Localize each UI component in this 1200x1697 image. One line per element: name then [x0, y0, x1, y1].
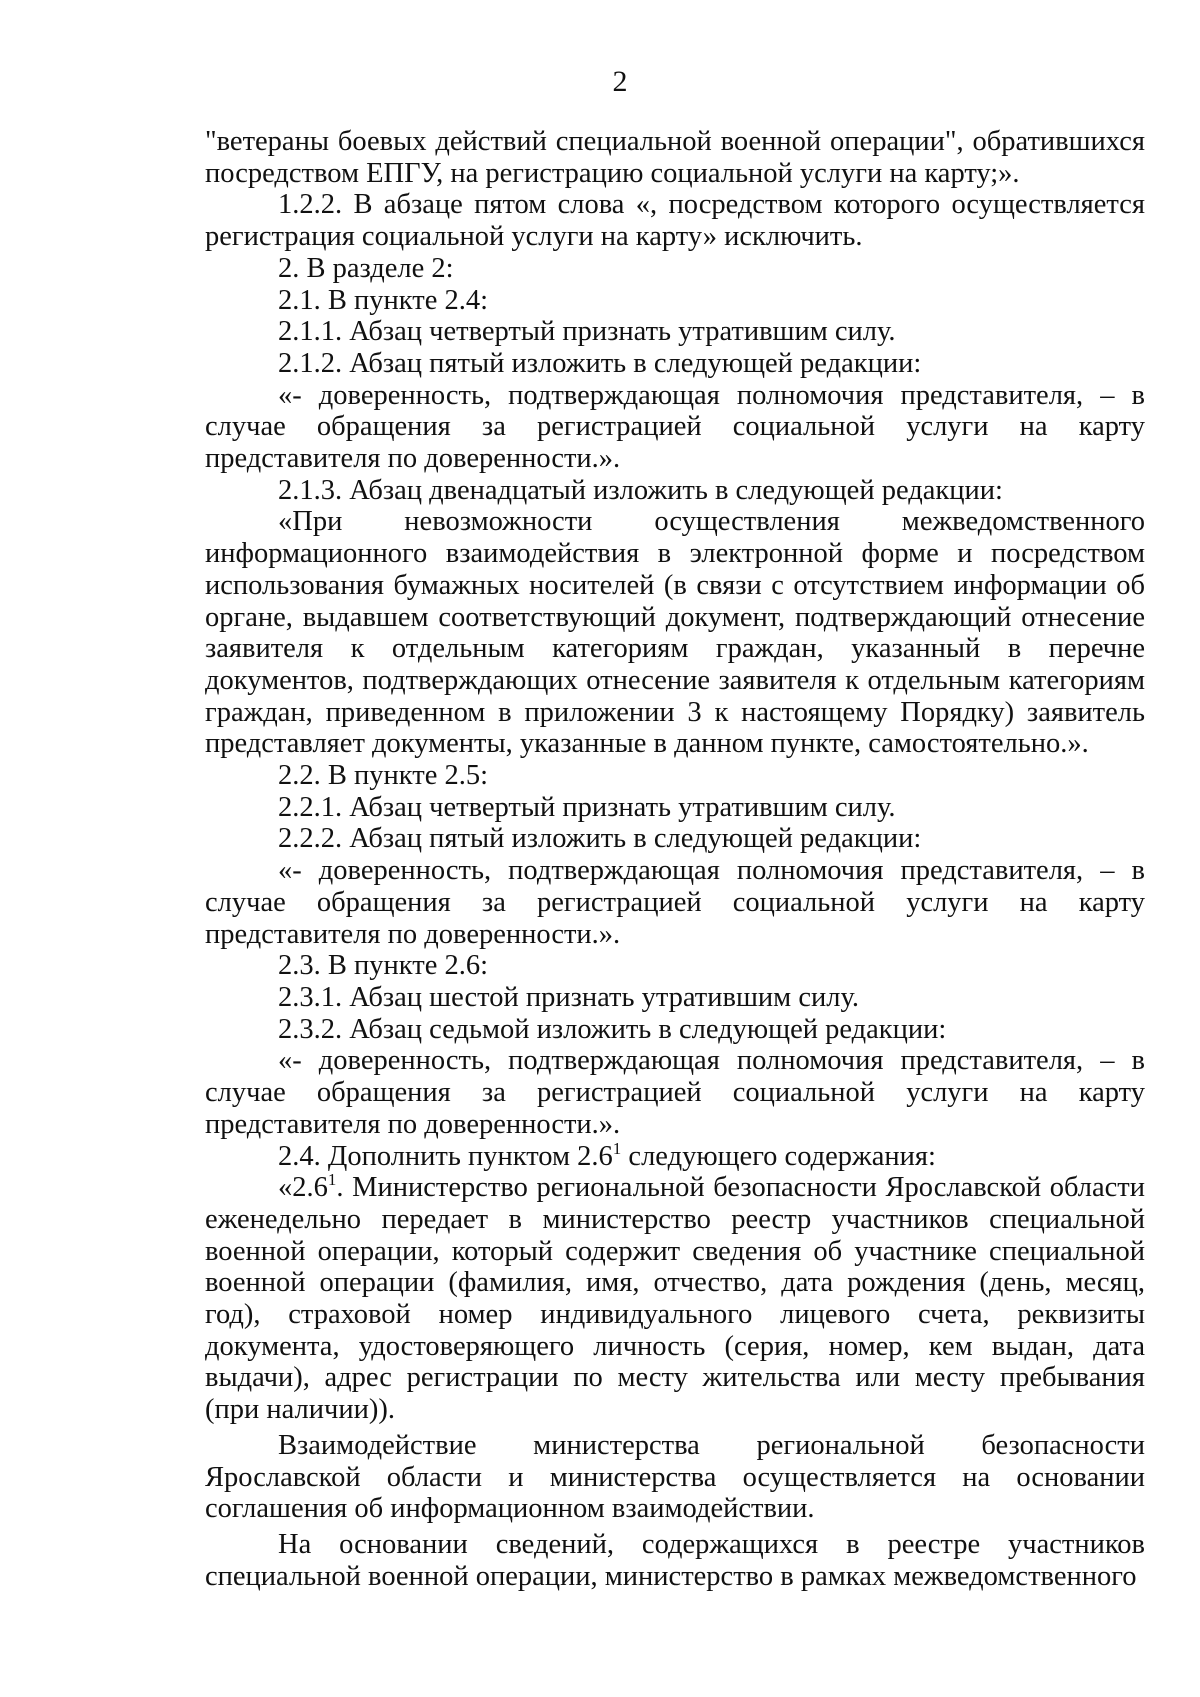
paragraph-text: 2.1. В пункте 2.4: [278, 284, 489, 316]
paragraph [205, 380, 1145, 475]
paragraph [205, 506, 1145, 760]
paragraph-text: «При невозможности осуществления межведомственного информационного взаимодействия в электронной форме и посредством использования бумажных носителей (в связи с отсутствием информации об органе, выдавшем соответствующий документ, подтверждающий отнесение заявителя к отдельным категориям граждан, указанный в перечне документов, подтверждающих отнесение заявителя к отдельным категориям граждан, приведенном в приложении 3 к настоящему Порядку) заявитель представляет документы, указанные в данном пункте, самостоятельно.». [205, 506, 1145, 760]
paragraph-text: 2.2.2. Абзац пятый изложить в следующей редакции: [278, 823, 922, 855]
paragraph-text: Взаимодействие министерства региональной безопасности Ярославской области и министерства осуществляется на основании соглашения об информационном взаимодействии. [205, 1429, 1145, 1525]
paragraph [205, 950, 1145, 982]
paragraph-text: 2.3.1. Абзац шестой признать утратившим силу. [278, 981, 859, 1013]
page-number: 2 [612, 65, 628, 98]
paragraph [205, 253, 1145, 285]
superscript: 1 [327, 1170, 337, 1190]
paragraph [205, 1529, 1145, 1592]
paragraph-text: «2.6 [278, 1172, 328, 1204]
paragraph-text: 2.2.1. Абзац четвертый признать утратившим силу. [278, 791, 896, 823]
paragraph [205, 475, 1145, 507]
paragraph-text: 2.1.2. Абзац пятый изложить в следующей редакции: [278, 347, 922, 379]
paragraph [205, 823, 1145, 855]
paragraph [205, 792, 1145, 824]
paragraph [205, 855, 1145, 950]
document-body [205, 126, 1145, 1592]
paragraph-text: 2.4. Дополнить пунктом 2.6 [278, 1140, 613, 1172]
paragraph-text: 2. В разделе 2: [278, 252, 454, 284]
paragraph [205, 1014, 1145, 1046]
paragraph [205, 316, 1145, 348]
paragraph-text: "ветераны боевых действий специальной военной операции", обратившихся посредством ЕПГУ, на регистрацию социальной услуги на карту;». [205, 126, 1145, 189]
paragraph-text: 1.2.2. В абзаце пятом слова «, посредством которого осуществляется регистрация социальной услуги на карту» исключить. [205, 189, 1145, 253]
paragraph [205, 189, 1145, 252]
paragraph-text: «- доверенность, подтверждающая полномочия представителя, – в случае обращения за регистрацией социальной услуги на карту представителя по доверенности.». [205, 855, 1145, 950]
paragraph-text: 2.1.3. Абзац двенадцатый изложить в следующей редакции: [278, 474, 1003, 506]
paragraph-text: «- доверенность, подтверждающая полномочия представителя, – в случае обращения за регистрацией социальной услуги на карту представителя по доверенности.». [205, 1045, 1145, 1140]
paragraph [205, 348, 1145, 380]
paragraph [205, 285, 1145, 317]
superscript: 1 [612, 1138, 622, 1158]
paragraph [205, 1430, 1145, 1525]
paragraph-text-continued: следующего содержания: [621, 1140, 936, 1172]
paragraph-text: 2.3.2. Абзац седьмой изложить в следующей редакции: [278, 1013, 947, 1045]
paragraph [205, 126, 1145, 189]
paragraph-text: 2.3. В пункте 2.6: [278, 950, 489, 982]
paragraph [205, 1045, 1145, 1140]
paragraph-text: 2.1.1. Абзац четвертый признать утратившим силу. [278, 316, 896, 348]
paragraph [205, 760, 1145, 792]
paragraph [205, 982, 1145, 1014]
paragraph-text-continued: . Министерство региональной безопасности Ярославской области еженедельно передает в министерство реестр участников специальной военной операции, который содержит сведения об участнике специальной военной операции (фамилия, имя, отчество, дата рождения (день, месяц, год), страховой номер индивидуального лицевого счета, реквизиты документа, удостоверяющего личность (серия, номер, кем выдан, дата выдачи), адрес регистрации по месту жительства или месту пребывания (при наличии)). [205, 1172, 1145, 1426]
paragraph-text: На основании сведений, содержащихся в реестре участников специальной военной операции, министерство в рамках межведомственного [205, 1528, 1145, 1592]
paragraph-text: 2.2. В пункте 2.5: [278, 760, 489, 792]
paragraph-text: «- доверенность, подтверждающая полномочия представителя, – в случае обращения за регистрацией социальной услуги на карту представителя по доверенности.». [205, 379, 1145, 475]
paragraph [205, 1172, 1145, 1426]
paragraph [205, 1138, 1145, 1173]
